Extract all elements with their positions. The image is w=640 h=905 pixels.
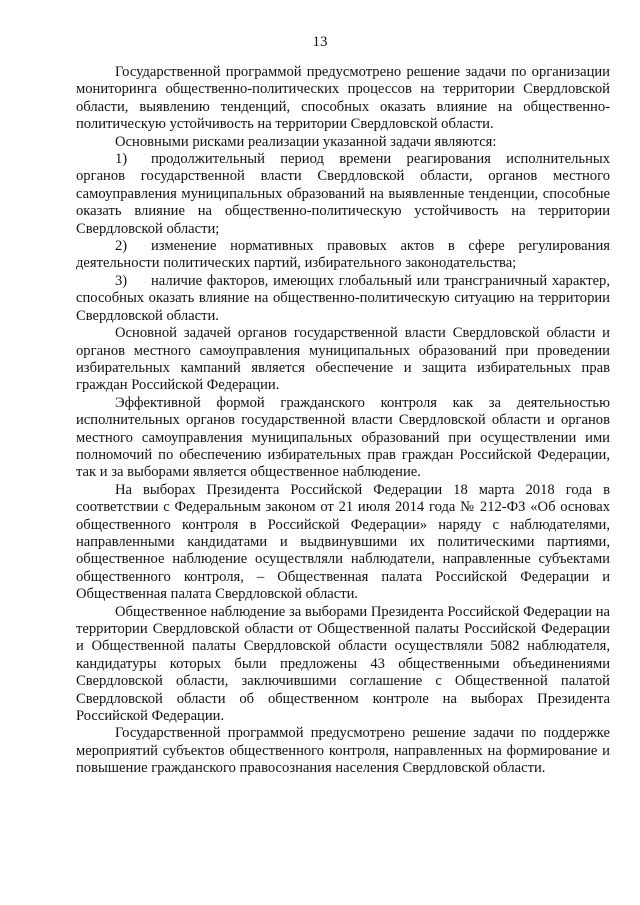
paragraph: Государственной программой предусмотрено решение задачи по организации мониторинга общественно-политических процессов на территории Свердловской области, выявлению тенденций, способных оказать влияние на общественно-политическую устойчивость на территории Свердловской области. <box>76 64 610 133</box>
paragraph: Государственной программой предусмотрено решение задачи по поддержке мероприятий субъектов общественного контроля, направленных на формирование и повышение гражданского правосознания населения Свердловской области. <box>76 725 610 777</box>
list-item-text: наличие факторов, имеющих глобальный или трансграничный характер, способных оказать влияние на общественно-политическую ситуацию на территории Свердловской области. <box>76 272 610 324</box>
paragraph: Общественное наблюдение за выборами Президента Российской Федерации на территории Свердловской области от Общественной палаты Российской Федерации и Общественной палаты Свердловской области осуществляли 5082 наблюдателя, кандидатуры которых были предложены 43 общественными объединениями Свердловской области, заключившими соглашение с Общественной палатой Свердловской области об общественном контроле на выборах Президента Российской Федерации. <box>76 603 610 725</box>
list-item <box>76 238 610 273</box>
list-item <box>76 273 610 325</box>
paragraph: На выборах Президента Российской Федерации 18 марта 2018 года в соответствии с Федеральным законом от 21 июля 2014 года № 212-ФЗ «Об основах общественного контроля в Российской Федерации» наряду с наблюдателями, направленными кандидатами и выдвинувшими их политическими партиями, общественное наблюдение осуществляли наблюдатели, направленные субъектами общественного контроля, – Общественная палата Российской Федерации и Общественная палата Свердловской области. <box>76 481 610 603</box>
list-item-text: изменение нормативных правовых актов в сфере регулирования деятельности политических партий, избирательного законодательства; <box>76 238 610 272</box>
paragraph: Основной задачей органов государственной власти Свердловской области и органов местного самоуправления муниципальных образований при проведении избирательных кампаний является обеспечение и защита избирательных прав граждан Российской Федерации. <box>76 325 610 394</box>
paragraph: Основными рисками реализации указанной задачи являются: <box>115 133 497 150</box>
list-item-text: продолжительный период времени реагирования исполнительных органов государственной власти Свердловской области, органов местного самоуправления муниципальных образований на выявленные тенденции, способные оказать влияние на общественно-политическую устойчивость на территории Свердловской области; <box>76 151 610 237</box>
list-item-number: 3) <box>115 272 128 289</box>
list-item-number: 2) <box>115 238 128 255</box>
list-item-number: 1) <box>115 151 128 168</box>
paragraph: Эффективной формой гражданского контроля как за деятельностью исполнительных органов государственной власти Свердловской области и органов местного самоуправления муниципальных образований при осуществлении ими полномочий по обеспечению избирательных прав граждан Российской Федерации, так и за выборами является общественное наблюдение. <box>76 394 610 481</box>
document-body <box>76 64 610 778</box>
list-item <box>76 151 610 238</box>
page-number: 13 <box>312 34 328 50</box>
